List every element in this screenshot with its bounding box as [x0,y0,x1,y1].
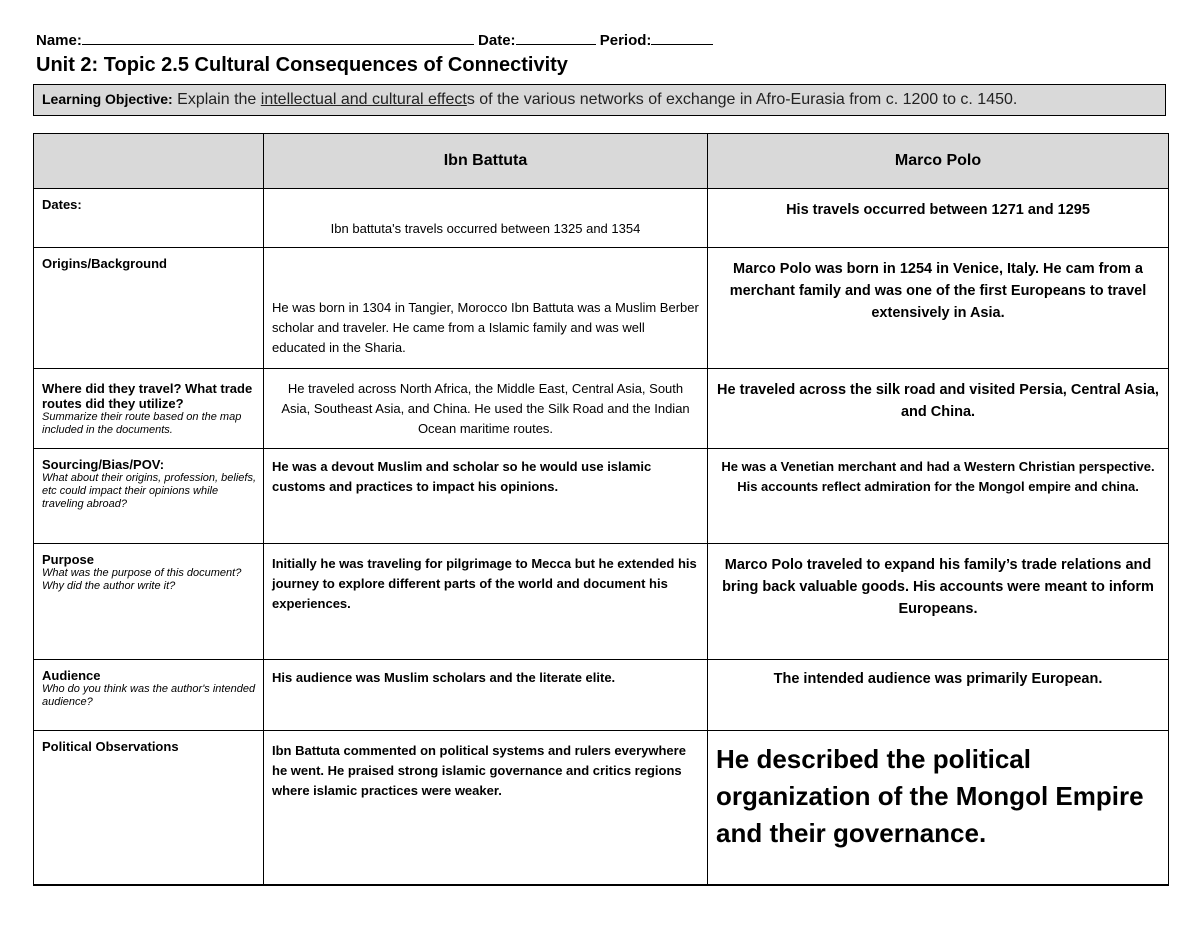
row-label: Origins/Background [42,256,167,271]
cell-text: The intended audience was primarily European. [773,671,1103,687]
date-label: Date: [478,32,516,49]
row-label: Purpose [42,552,95,567]
cell-text: He was a devout Muslim and scholar so he would use islamic customs and practices to impact his opinions. [272,459,652,494]
marco-polo-sourcing[interactable] [708,449,1169,544]
name-label: Name: [36,32,82,49]
marco-polo-purpose[interactable] [708,544,1169,660]
name-field[interactable] [82,30,474,45]
marco-polo-travel[interactable] [708,369,1169,449]
row-label: Sourcing/Bias/POV: [42,457,165,472]
marco-polo-audience[interactable] [708,660,1169,731]
table-row-origins [34,248,1169,369]
table-row-dates [34,189,1169,248]
row-label-cell [34,248,264,369]
date-field[interactable] [516,30,596,45]
comparison-table [33,133,1169,886]
period-field[interactable] [651,30,713,45]
table-row-purpose [34,544,1169,660]
cell-text: He described the political organization of the Mongol Empire and their governance. [716,744,1144,848]
row-sublabel: Summarize their route based on the map included in the documents. [42,411,242,436]
learning-objective-box [33,84,1166,116]
cell-text: His travels occurred between 1271 and 1295 [786,202,1090,218]
header-cell-marco-polo: Marco Polo [708,134,1169,189]
marco-polo-political[interactable] [708,731,1169,885]
cell-text: He traveled across the silk road and visited Persia, Central Asia, and China. [717,382,1159,420]
objective-text-start: Explain the [172,91,261,108]
ibn-battuta-dates[interactable] [264,189,708,248]
row-label: Where did they travel? What trade routes did they utilize? [42,381,253,411]
table-row-travel [34,369,1169,449]
page-title: Unit 2: Topic 2.5 Cultural Consequences of Connectivity [36,54,568,76]
row-sublabel: What was the purpose of this document? Why did the author write it? [42,567,242,592]
row-label: Dates: [42,197,82,212]
marco-polo-origins[interactable] [708,248,1169,369]
ibn-battuta-origins[interactable] [264,248,708,369]
row-label-cell [34,189,264,248]
cell-text: His audience was Muslim scholars and the literate elite. [272,670,616,685]
row-label-cell [34,660,264,731]
table-header-row [34,134,1169,189]
student-info-line [36,30,713,49]
cell-text: Initially he was traveling for pilgrimage to Mecca but he extended his journey to explore different parts of the world and document his experiences. [272,556,697,611]
objective-underlined-text: intellectual and cultural effect [260,91,467,108]
header-cell-blank [34,134,264,189]
ibn-battuta-sourcing[interactable] [264,449,708,544]
table-row-political [34,731,1169,885]
objective-text-end: s of the various networks of exchange in Afro-Eurasia from c. 1200 to c. 1450. [466,91,1018,108]
cell-text: He was born in 1304 in Tangier, Morocco Ibn Battuta was a Muslim Berber scholar and traveler. He came from a Islamic family and was well educated in the Sharia. [272,300,699,355]
row-label-cell [34,731,264,885]
header-cell-ibn-battuta: Ibn Battuta [264,134,708,189]
ibn-battuta-political[interactable] [264,731,708,885]
cell-text: He was a Venetian merchant and had a Western Christian perspective. His accounts reflect admiration for the Mongol empire and china. [721,459,1155,494]
marco-polo-dates[interactable] [708,189,1169,248]
ibn-battuta-purpose[interactable] [264,544,708,660]
cell-text: Ibn Battuta commented on political systems and rulers everywhere he went. He praised strong islamic governance and critics regions where islamic practices were weaker. [272,743,686,798]
table-row-sourcing [34,449,1169,544]
ibn-battuta-travel[interactable] [264,369,708,449]
ibn-battuta-audience[interactable] [264,660,708,731]
row-label: Audience [42,668,101,683]
row-label-cell [34,544,264,660]
row-sublabel: Who do you think was the author's intended audience? [42,683,256,708]
cell-text: Ibn battuta's travels occurred between 1325 and 1354 [330,221,641,236]
cell-text: Marco Polo traveled to expand his family’s trade relations and bring back valuable goods. His accounts were meant to inform Europeans. [722,557,1154,617]
cell-text: Marco Polo was born in 1254 in Venice, Italy. He cam from a merchant family and was one of the first Europeans to travel extensively in Asia. [729,261,1147,321]
table-row-audience [34,660,1169,731]
objective-label: Learning Objective: [42,91,173,107]
row-label-cell [34,369,264,449]
row-sublabel: What about their origins, profession, beliefs, etc could impact their opinions while traveling abroad? [42,472,257,510]
cell-text: He traveled across North Africa, the Middle East, Central Asia, South Asia, Southeast Asia, and China. He used the Silk Road and the Indian Ocean maritime routes. [281,381,690,436]
row-label-cell [34,449,264,544]
period-label: Period: [599,32,652,49]
row-label: Political Observations [42,739,179,754]
